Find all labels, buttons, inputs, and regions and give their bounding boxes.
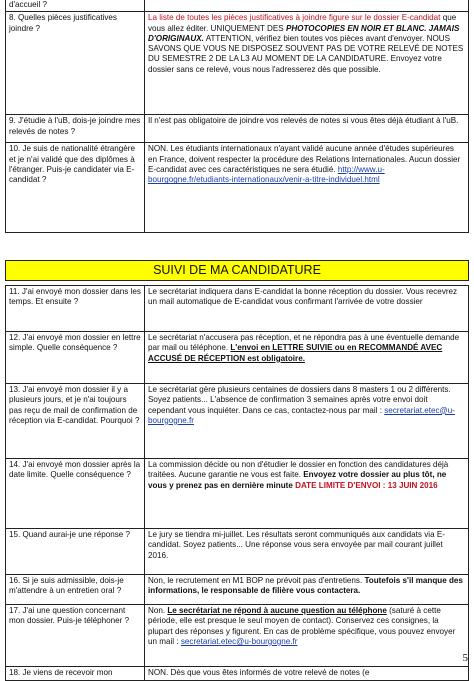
answer-cell (145, 575, 469, 605)
answer-text: Le secrétariat gère plusieurs centaines de dossiers dans 8 masters 1 ou 2 différents. Soyez patients... L'absence de confirmation 3 semaines après votre envoi doit cependant vous inquiéter. Dans ce cas, contactez-nous par mail : (148, 385, 451, 415)
question-text: 8. Quelles pièces justificatives joindre ? (9, 13, 117, 33)
table-row (6, 143, 469, 233)
question-cell (6, 12, 145, 115)
link-text[interactable]: secretariat.etec@u-bourgogne.fr (180, 636, 298, 646)
table-row (6, 529, 469, 575)
question-cell (6, 605, 145, 667)
page-number: 5 (462, 652, 468, 664)
answer-text: NON. Dès que vous êtes informés de votre relevé de notes (e (148, 668, 370, 677)
table-row (6, 12, 469, 115)
table-row (6, 384, 469, 459)
question-text: 15. Quand aurai-je une réponse ? (9, 530, 131, 539)
question-cell (6, 529, 145, 575)
answer-text: Le secrétariat n'accusera pas réception, et ne répondra pas à une éventuelle demande par mail ou téléphone. (148, 333, 460, 353)
table-row (6, 459, 469, 529)
question-cell (6, 384, 145, 459)
answer-text: PHOTOCOPIES EN NOIR ET BLANC. JAMAIS D'ORIGINAUX. (148, 23, 460, 43)
answer-cell (145, 384, 469, 459)
answer-text: La commission décide ou non d'étudier le dossier en fonction des candidatures déjà traitées. Aucune garantie ne vous est faite. (148, 460, 449, 480)
table-row (6, 0, 469, 12)
question-text: 10. Je suis de nationalité étrangère et je n'ai validé que des diplômes à l'étranger. Puis-je candidater via E-candidat ? (9, 144, 135, 185)
answer-text: L'envoi en LETTRE SUIVIE ou en RECOMMANDÉ AVEC ACCUSÉ DE RÉCEPTION est obligatoire. (148, 343, 443, 363)
answer-cell (145, 667, 469, 681)
answer-text: La liste de toutes les pièces justificatives à joindre figure sur le dossier E-candidat (148, 13, 443, 23)
link-text[interactable]: secretariat.etec@u-bourgogne.fr (148, 405, 455, 425)
question-text: 16. Si je suis admissible, dois-je m'attendre à un entretien oral ? (9, 576, 124, 596)
answer-text: DATE LIMITE D'ENVOI : 13 JUIN 2016 (295, 480, 438, 490)
question-text: 13. J'ai envoyé mon dossier il y a plusieurs jours, et je n'ai toujours pas reçu de mail de confirmation de réception via E-candidat. Pourquoi ? (9, 385, 140, 425)
section-title: SUIVI DE MA CANDIDATURE (153, 263, 321, 277)
answer-text: (saturé à cette période, elle est presque le seul moyen de contact). Conservez ces consignes, la plupart des réponses y figurent. En cas de problème spécifique, vous pouvez envoyer un mail : (148, 606, 456, 646)
question-cell (6, 0, 145, 12)
answer-text: Le secrétariat ne répond à aucune question au téléphone (167, 606, 387, 615)
table-row (6, 332, 469, 384)
answer-text: NON. Les étudiants internationaux n'ayant validé aucune année d'études supérieures en France, doivent respecter la procédure des Relations Internationales. Aucun dossier E-candidat avec ces caractéristiques ne sera étudié. (148, 144, 461, 174)
faq-table-top (5, 0, 469, 233)
question-text: 14. J'ai envoyé mon dossier après la date limite. Quelle conséquence ? (9, 460, 141, 480)
answer-cell (145, 529, 469, 575)
answer-text: Non. (148, 606, 168, 615)
question-cell (6, 667, 145, 681)
question-cell (6, 115, 145, 143)
answer-text: Le jury se tiendra mi-juillet. Les résultats seront communiqués aux candidats via E-candidat. Soyez patients... Une réponse vous sera envoyée par mail courant juillet 2016. (148, 530, 445, 560)
table-row (6, 115, 469, 143)
answer-cell (145, 332, 469, 384)
question-cell (6, 286, 145, 332)
answer-cell (145, 605, 469, 667)
question-text: 12. J'ai envoyé mon dossier en lettre simple. Quelle conséquence ? (9, 333, 141, 353)
answer-cell (145, 0, 469, 12)
answer-text: Le secrétariat indiquera dans E-candidat la bonne réception du dossier. Vous recevrez un mail automatique de E-candidat vous confirmant l'arrivée de votre dossier (148, 287, 458, 307)
question-text: 18. Je viens de recevoir mon (9, 668, 113, 677)
answer-cell (145, 286, 469, 332)
table-row (6, 667, 469, 681)
question-text: 17. J'ai une question concernant mon dossier. Puis-je téléphoner ? (9, 606, 130, 626)
question-cell (6, 143, 145, 233)
table-row (6, 575, 469, 605)
answer-cell (145, 459, 469, 529)
answer-text: Il n'est pas obligatoire de joindre vos relevés de notes si vous êtes déjà étudiant à l'uB. (148, 116, 459, 126)
section-title-banner (5, 260, 469, 281)
answer-text: Non, le recrutement en M1 BOP ne prévoit pas d'entretiens. (148, 576, 365, 585)
table-row (6, 605, 469, 667)
answer-cell (145, 12, 469, 115)
answer-text: que vous allez éditer. UNIQUEMENT DES (148, 13, 457, 33)
answer-text: Toutefois s'il manque des informations, le responsable de filière vous contactera. (148, 576, 463, 596)
link-text[interactable]: http://www.u-bourgogne.fr/etudiants-internationaux/venir-a-titre-individuel.html (148, 164, 385, 185)
question-cell (6, 575, 145, 605)
answer-text: Envoyez votre dossier au plus tôt, ne vous y prenez pas en dernière minute (148, 470, 447, 490)
question-cell (6, 459, 145, 529)
fragment-text: d'accueil ? (9, 0, 47, 9)
answer-cell (145, 143, 469, 233)
faq-table-bottom (5, 285, 469, 681)
question-cell (6, 332, 145, 384)
answer-cell (145, 115, 469, 143)
answer-text: ATTENTION, vérifiez bien toutes vos pièces avant d'envoyer. NOUS SAVONS QUE VOUS NE DISPOSEZ SOUVENT PAS DE VOTRE RELEVÉ DE NOTES DU SEMESTRE 2 DE LA L3 AU MOMENT DE LA CANDIDATURE. Envoyez votre dossier sans ce relevé, vous nous l'adresserez dès que possible. (148, 33, 464, 74)
question-text: 11. J'ai envoyé mon dossier dans les temps. Et ensuite ? (9, 287, 141, 307)
question-text: 9. J'étudie à l'uB, dois-je joindre mes relevés de notes ? (9, 116, 141, 136)
table-row (6, 286, 469, 332)
